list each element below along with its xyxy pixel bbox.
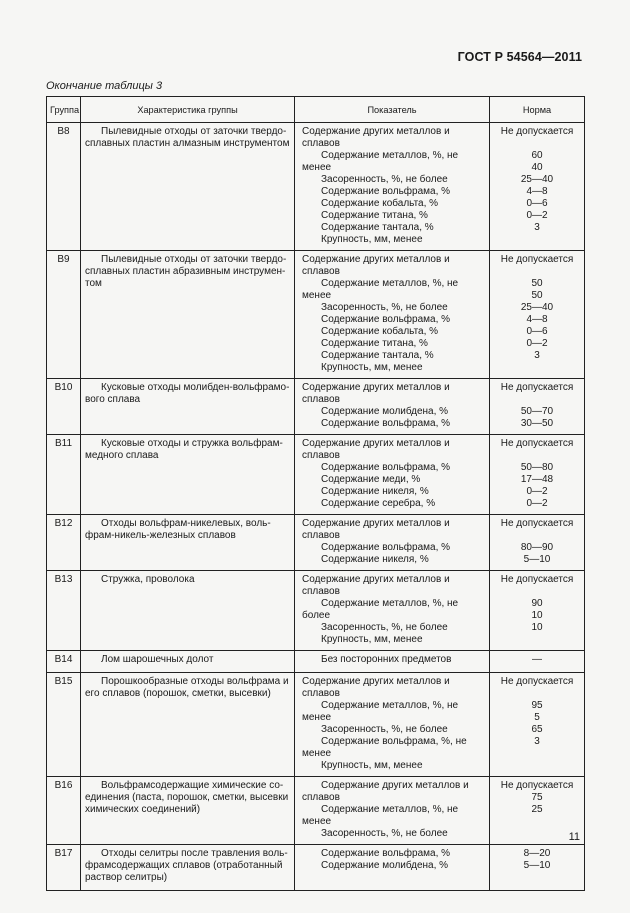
norms-cell: [490, 123, 585, 251]
table-row: [47, 673, 585, 777]
group-code: В11: [47, 435, 81, 515]
characteristic-line: сплавных пластин абразивным инструмен-: [85, 266, 286, 277]
characteristic-line: его сплавов (порошок, сметки, высевки): [85, 688, 271, 699]
norm-value: Не допускается: [500, 382, 574, 393]
norm-value: —: [532, 654, 542, 665]
page-number: 11: [568, 831, 580, 843]
characteristic-text: Лом шарошечных долот: [101, 654, 214, 665]
table-row: [47, 777, 585, 845]
indicator: Содержание вольфрама, %: [321, 542, 451, 553]
norm-value: 5—10: [523, 860, 551, 871]
characteristic-line: Отходы селитры после травления воль-: [101, 848, 288, 859]
norm-value: 3: [534, 736, 540, 747]
indicator: Засоренность, %, не более: [321, 174, 448, 185]
norm-value: 3: [534, 222, 540, 233]
characteristic-line: Пылевидные отходы от заточки твердо-: [101, 254, 287, 265]
indicator: Содержание вольфрама, %: [321, 848, 451, 859]
table-row: [47, 571, 585, 651]
norm-value: Не допускается: [500, 676, 574, 687]
indicator: Содержание титана, %: [321, 210, 428, 221]
characteristic-line: Вольфрамсодержащие химические со-: [101, 780, 284, 791]
indicators-cell: [295, 651, 490, 673]
characteristic-line: химических соединений): [85, 804, 201, 815]
group-characteristic: [81, 435, 295, 515]
group-characteristic: [81, 251, 295, 379]
norm-value: 0—2: [526, 498, 548, 509]
indicators-cell: [295, 123, 490, 251]
norm-value: Не допускается: [500, 518, 574, 529]
norm-value: 0—6: [526, 198, 548, 209]
norm-value: 0—2: [526, 338, 548, 349]
indicator: Содержание кобальта, %: [321, 326, 439, 337]
table-row: [47, 435, 585, 515]
norm-value: 75: [531, 792, 543, 803]
group-characteristic: [81, 845, 295, 891]
norm-value: 3: [534, 350, 540, 361]
indicator: Содержание вольфрама, %: [321, 462, 451, 473]
norm-value: 65: [531, 724, 543, 735]
indicator: Содержание металлов, %, не менее: [302, 700, 459, 723]
norm-value: 0—2: [526, 210, 548, 221]
indicators-cell: [295, 251, 490, 379]
indicator: Содержание других металлов и сплавов: [302, 382, 450, 405]
norm-value: 25—40: [520, 174, 554, 185]
norm-value: 8—20: [523, 848, 551, 859]
norms-cell: [490, 515, 585, 571]
table-row: [47, 515, 585, 571]
characteristic-line: раствор селитры): [85, 872, 168, 883]
indicator: Содержание других металлов и сплавов: [302, 780, 469, 803]
group-code: В10: [47, 379, 81, 435]
norm-value: 0—6: [526, 326, 548, 337]
indicator: Крупность, мм, менее: [321, 234, 423, 245]
characteristic-line: Порошкообразные отходы вольфрама и: [101, 676, 289, 687]
norms-cell: [490, 571, 585, 651]
table-row: [47, 251, 585, 379]
indicator: Крупность, мм, менее: [321, 634, 423, 645]
indicator: Содержание вольфрама, %, не менее: [302, 736, 467, 759]
norm-value: 95: [531, 700, 543, 711]
characteristic-line: Кусковые отходы и стружка вольфрам-: [101, 438, 283, 449]
indicator: Содержание других металлов и сплавов: [302, 438, 450, 461]
norms-cell: [490, 379, 585, 435]
indicator: Содержание других металлов и сплавов: [302, 518, 450, 541]
norm-value: 4—8: [526, 186, 548, 197]
group-code: В12: [47, 515, 81, 571]
group-code: В13: [47, 571, 81, 651]
group-characteristic: [81, 673, 295, 777]
characteristic-line: сплавных пластин алмазным инструментом: [85, 138, 290, 149]
indicator: Засоренность, %, не более: [321, 622, 448, 633]
indicator: Крупность, мм, менее: [321, 760, 423, 771]
column-header-group: Группа: [47, 97, 81, 123]
group-characteristic: [81, 379, 295, 435]
indicators-cell: [295, 379, 490, 435]
indicator: Содержание других металлов и сплавов: [302, 574, 450, 597]
group-code: В16: [47, 777, 81, 845]
norm-value: 30—50: [520, 418, 554, 429]
norm-value: 80—90: [520, 542, 554, 553]
characteristic-line: единения (паста, порошок, сметки, высевки: [85, 792, 289, 803]
indicator: Содержание других металлов и сплавов: [302, 676, 450, 699]
table-row: [47, 845, 585, 891]
norm-value: 4—8: [526, 314, 548, 325]
norms-cell: [490, 845, 585, 891]
group-characteristic: [81, 651, 295, 673]
group-characteristic: [81, 123, 295, 251]
characteristic-line: фрам-никель-железных сплавов: [85, 530, 236, 541]
characteristic-line: фрамсодержащих сплавов (отработанный: [85, 860, 283, 871]
characteristic-line: вого сплава: [85, 394, 141, 405]
indicator: Содержание металлов, %, не менее: [302, 278, 459, 301]
indicator: Содержание тантала, %: [321, 222, 434, 233]
indicator: Содержание вольфрама, %: [321, 418, 451, 429]
indicator: Содержание вольфрама, %: [321, 314, 451, 325]
indicators-cell: [295, 435, 490, 515]
indicator: Содержание кобальта, %: [321, 198, 439, 209]
indicators-cell: [295, 673, 490, 777]
group-characteristic: [81, 515, 295, 571]
column-header-characteristic: Характеристика группы: [81, 97, 295, 123]
norms-cell: [490, 435, 585, 515]
indicator: Содержание молибдена, %: [321, 406, 449, 417]
characteristic-line: Пылевидные отходы от заточки твердо-: [101, 126, 287, 137]
indicator: Засоренность, %, не более: [321, 302, 448, 313]
norm-value: 5: [534, 712, 540, 723]
indicator: Засоренность, %, не более: [321, 828, 448, 839]
indicator: Засоренность, %, не более: [321, 724, 448, 735]
norm-value: Не допускается: [500, 126, 574, 137]
indicators-cell: [295, 571, 490, 651]
group-code: В14: [47, 651, 81, 673]
group-characteristic: [81, 777, 295, 845]
norm-value: 50—80: [520, 462, 554, 473]
group-code: В17: [47, 845, 81, 891]
table-caption: Окончание таблицы 3: [46, 80, 163, 92]
indicator: Содержание других металлов и сплавов: [302, 254, 450, 277]
group-code: В15: [47, 673, 81, 777]
indicators-cell: [295, 845, 490, 891]
indicator: Содержание металлов, %, не менее: [302, 804, 459, 827]
characteristic-line: медного сплава: [85, 450, 159, 461]
norms-cell: [490, 651, 585, 673]
characteristic-line: Кусковые отходы молибден-вольфрамо-: [101, 382, 290, 393]
norms-cell: [490, 673, 585, 777]
table-row: [47, 651, 585, 673]
column-header-indicator: Показатель: [295, 97, 490, 123]
norm-value: 60: [531, 150, 543, 161]
document-number: ГОСТ Р 54564—2011: [457, 50, 582, 64]
table-row: [47, 379, 585, 435]
norm-value: 40: [531, 162, 543, 173]
norm-value: 10: [531, 610, 543, 621]
table-row: [47, 123, 585, 251]
indicator: Содержание титана, %: [321, 338, 428, 349]
group-code: В8: [47, 123, 81, 251]
norm-value: Не допускается: [500, 438, 574, 449]
indicator: Крупность, мм, менее: [321, 362, 423, 373]
group-characteristic: [81, 571, 295, 651]
norm-value: Не допускается: [500, 574, 574, 585]
indicator: Содержание никеля, %: [321, 554, 429, 565]
norm-value: 17—48: [520, 474, 554, 485]
indicators-cell: [295, 777, 490, 845]
indicator: Содержание никеля, %: [321, 486, 429, 497]
norm-value: 50: [531, 278, 543, 289]
table-body: [47, 123, 585, 891]
standards-table: [46, 96, 585, 891]
indicator: Содержание меди, %: [321, 474, 421, 485]
norm-value: 5—10: [523, 554, 551, 565]
norm-value: 50: [531, 290, 543, 301]
norm-value: Не допускается: [500, 780, 574, 791]
norm-value: 50—70: [520, 406, 554, 417]
indicator: Содержание вольфрама, %: [321, 186, 451, 197]
indicator: Содержание других металлов и сплавов: [302, 126, 450, 149]
norm-value: 0—2: [526, 486, 548, 497]
norm-value: 25—40: [520, 302, 554, 313]
indicator: Содержание металлов, %, не более: [302, 598, 459, 621]
characteristic-line: Отходы вольфрам-никелевых, воль-: [101, 518, 271, 529]
characteristic-text: Стружка, проволока: [101, 574, 195, 585]
indicator: Содержание серебра, %: [321, 498, 436, 509]
norms-cell: [490, 251, 585, 379]
indicator: Содержание тантала, %: [321, 350, 434, 361]
norm-value: 90: [531, 598, 543, 609]
indicator: Без посторонних предметов: [321, 654, 452, 665]
table-header-row: [47, 97, 585, 123]
indicator: Содержание металлов, %, не менее: [302, 150, 459, 173]
norm-value: Не допускается: [500, 254, 574, 265]
column-header-norm: Норма: [490, 97, 585, 123]
group-code: В9: [47, 251, 81, 379]
norm-value: 10: [531, 622, 543, 633]
indicator: Содержание молибдена, %: [321, 860, 449, 871]
norm-value: 25: [531, 804, 543, 815]
indicators-cell: [295, 515, 490, 571]
characteristic-line: том: [85, 278, 102, 289]
